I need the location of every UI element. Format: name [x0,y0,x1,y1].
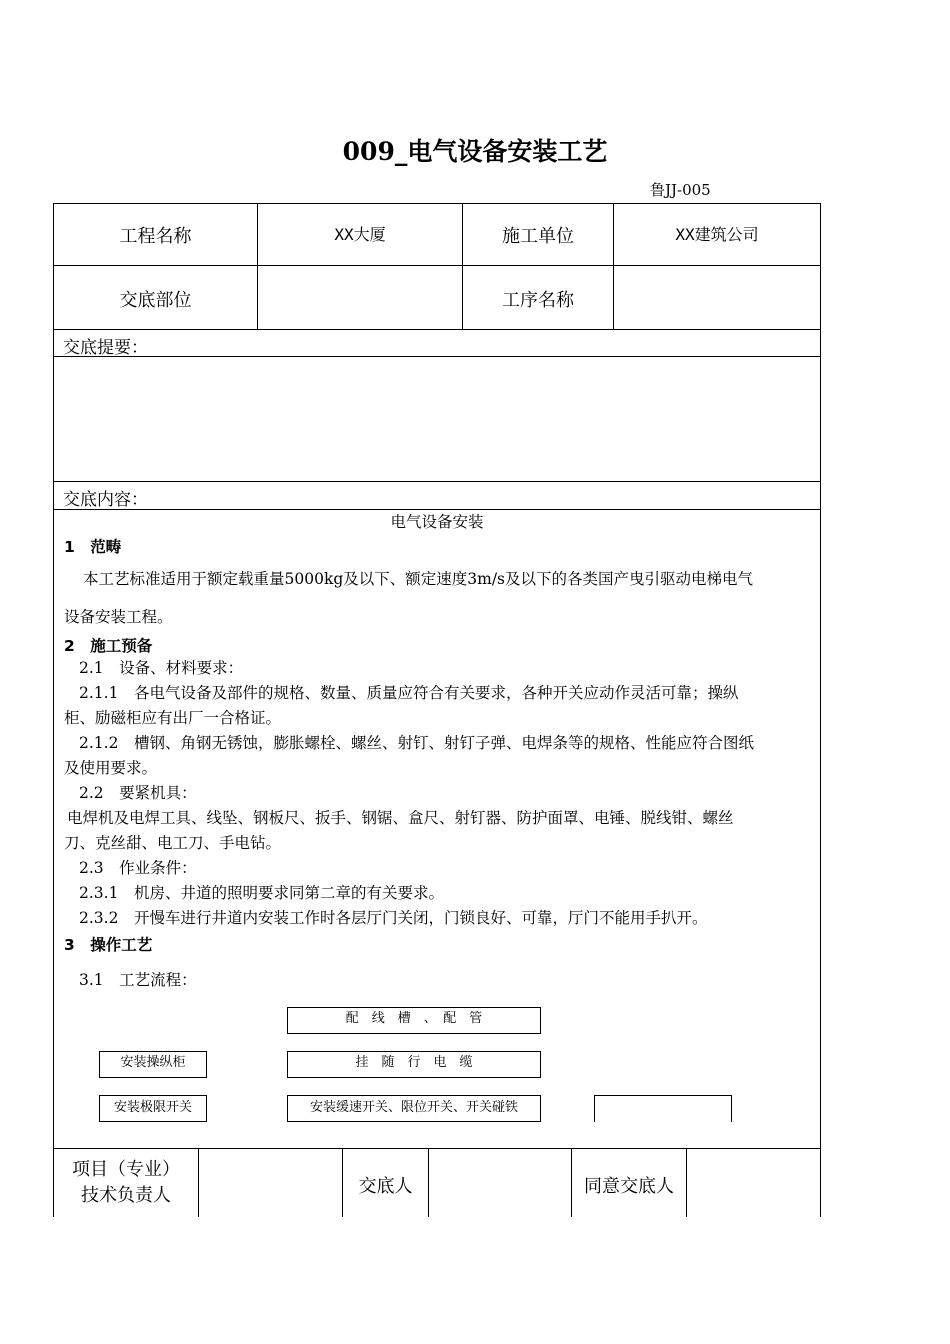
contractor-label: 施工单位 [502,226,574,247]
tech-lead-label-line-2: 技术负责人 [81,1185,171,1206]
flow-box-empty [594,1095,732,1122]
paragraph-2-2-line-1: 电焊机及电焊工具、线坠、钢板尺、扳手、钢锯、盒尺、射钉器、防护面罩、电锤、脱线钳、螺丝 [67,809,734,827]
paragraph-2-1-1-line-2: 柜、励磁柜应有出厂一合格证。 [64,709,282,727]
section-1-heading: 1 范畴 [64,538,122,556]
paragraph-2-1-2-line-2: 及使用要求。 [64,759,158,777]
flow-box-control-cabinet: 安装操纵柜 [99,1051,207,1078]
flow-box-wiring-trough: 配 线 槽 、 配 管 [287,1007,541,1034]
section-2-1-heading: 2.1 设备、材料要求： [79,659,244,677]
paragraph-2-1-2-line-1: 2.1.2 槽钢、角钢无锈蚀，膨胀螺栓、螺丝、射钉、射钉子弹、电焊条等的规格、性能应符合图纸 [79,734,754,752]
project-name-label: 工程名称 [119,226,192,247]
section-3-1-heading: 3.1 工艺流程： [79,971,197,989]
content-heading: 电气设备安装 [390,513,484,531]
tech-lead-label-line-1: 项目（专业） [72,1159,180,1180]
section-2-3-heading: 2.3 作业条件： [79,859,197,877]
flow-box-traveling-cable: 挂 随 行 电 缆 [287,1051,541,1078]
presenter-label: 交底人 [358,1176,413,1197]
section-2-heading: 2 施工预备 [64,637,153,655]
section-3-heading: 3 操作工艺 [64,936,153,954]
summary-label: 交底提要： [63,338,148,358]
flow-box-limit-switch: 安装极限开关 [99,1095,207,1122]
paragraph-2-2-line-2: 刀、克丝甜、电工刀、手电钻。 [64,834,282,852]
content-label: 交底内容： [63,490,148,510]
section-2-2-heading: 2.2 要紧机具： [79,784,197,802]
location-label: 交底部位 [119,290,192,311]
project-name-value: XX大厦 [334,225,386,244]
paragraph-2-1-1-line-1: 2.1.1 各电气设备及部件的规格、数量、质量应符合有关要求，各种开关应动作灵活可靠；操纵 [79,684,739,702]
process-label: 工序名称 [502,290,574,311]
paragraph-1-line-1: 本工艺标准适用于额定载重量5000kg及以下、额定速度3m/s及以下的各类国产曳引驱动电梯电气 [83,570,753,588]
contractor-value: XX建筑公司 [675,225,759,244]
paragraph-2-3-1: 2.3.1 机房、井道的照明要求同第二章的有关要求。 [79,884,444,902]
receiver-label: 同意交底人 [584,1176,674,1197]
flow-box-limit-switches: 安装缓速开关、限位开关、开关碰铁 [287,1095,541,1122]
paragraph-2-3-2: 2.3.2 开慢车进行井道内安装工作时各层厅门关闭，门锁良好、可靠，厅门不能用手扒开。 [79,909,708,927]
tech-lead-label [54,1157,198,1209]
paragraph-1-line-2: 设备安装工程。 [64,608,173,626]
document-title: 009_电气设备安装工艺 [342,137,608,166]
document-code: 鲁JJ-005 [650,181,711,199]
